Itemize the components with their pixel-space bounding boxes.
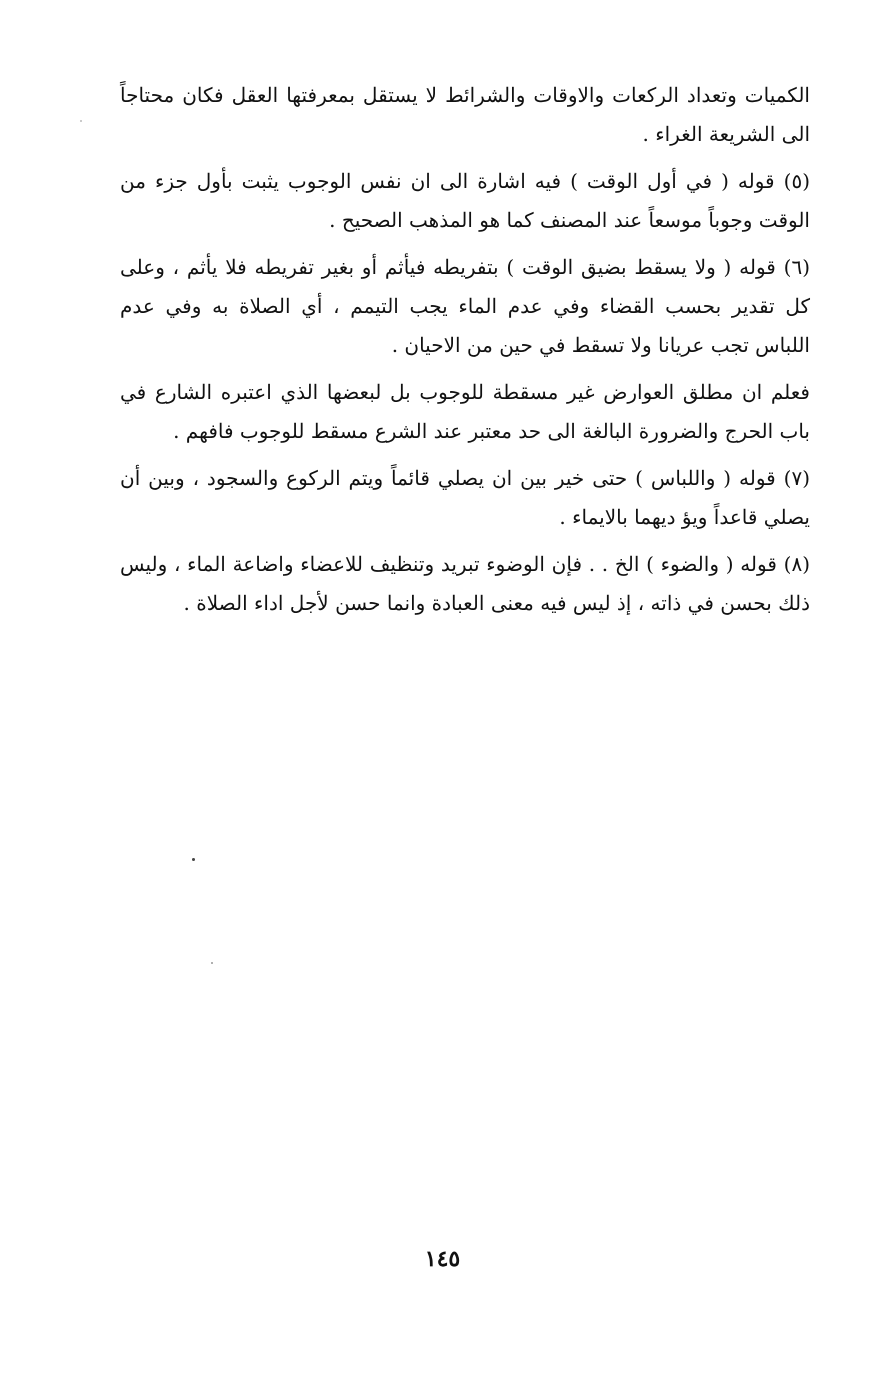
- scan-speck: [192, 858, 195, 861]
- body-text: [120, 76, 810, 631]
- note-8: (٨) قوله ( والضوء ) الخ . . فإن الوضوء تبريد وتنظيف للاعضاء واضاعة الماء ، وليس ذلك بحسن في ذاته ، إذ ليس فيه معنى العبادة وانما حسن لأجل اداء الصلاة .: [120, 552, 810, 615]
- note-6-continuation: فعلم ان مطلق العوارض غير مسقطة للوجوب بل لبعضها الذي اعتبره الشارع في باب الحرج والضرورة البالغة الى حد معتبر عند الشرع مسقط للوجوب فافهم .: [120, 380, 810, 443]
- scan-speck: [80, 120, 82, 122]
- note-6: (٦) قوله ( ولا يسقط بضيق الوقت ) بتفريطه فيأثم أو بغير تفريطه فلا يأثم ، وعلى كل تقدير بحسب القضاء وفي عدم الماء يجب التيمم ، أي الصلاة به وفي عدم اللباس تجب عريانا ولا تسقط في حين من الاحيان .: [120, 255, 810, 357]
- page-number: ١٤٥: [424, 1246, 461, 1272]
- paragraph-continuation: الكميات وتعداد الركعات والاوقات والشرائط لا يستقل بمعرفتها العقل فكان محتاجاً الى الشريعة الغراء .: [120, 83, 810, 146]
- scan-speck: [211, 962, 213, 964]
- note-5: (٥) قوله ( في أول الوقت ) فيه اشارة الى ان نفس الوجوب يثبت بأول جزء من الوقت وجوباً موسعاً عند المصنف كما هو المذهب الصحيح .: [120, 169, 810, 232]
- note-7: (٧) قوله ( واللباس ) حتى خير بين ان يصلي قائماً ويتم الركوع والسجود ، وبين أن يصلي قاعداً ويؤ ديهما بالايماء .: [120, 466, 810, 529]
